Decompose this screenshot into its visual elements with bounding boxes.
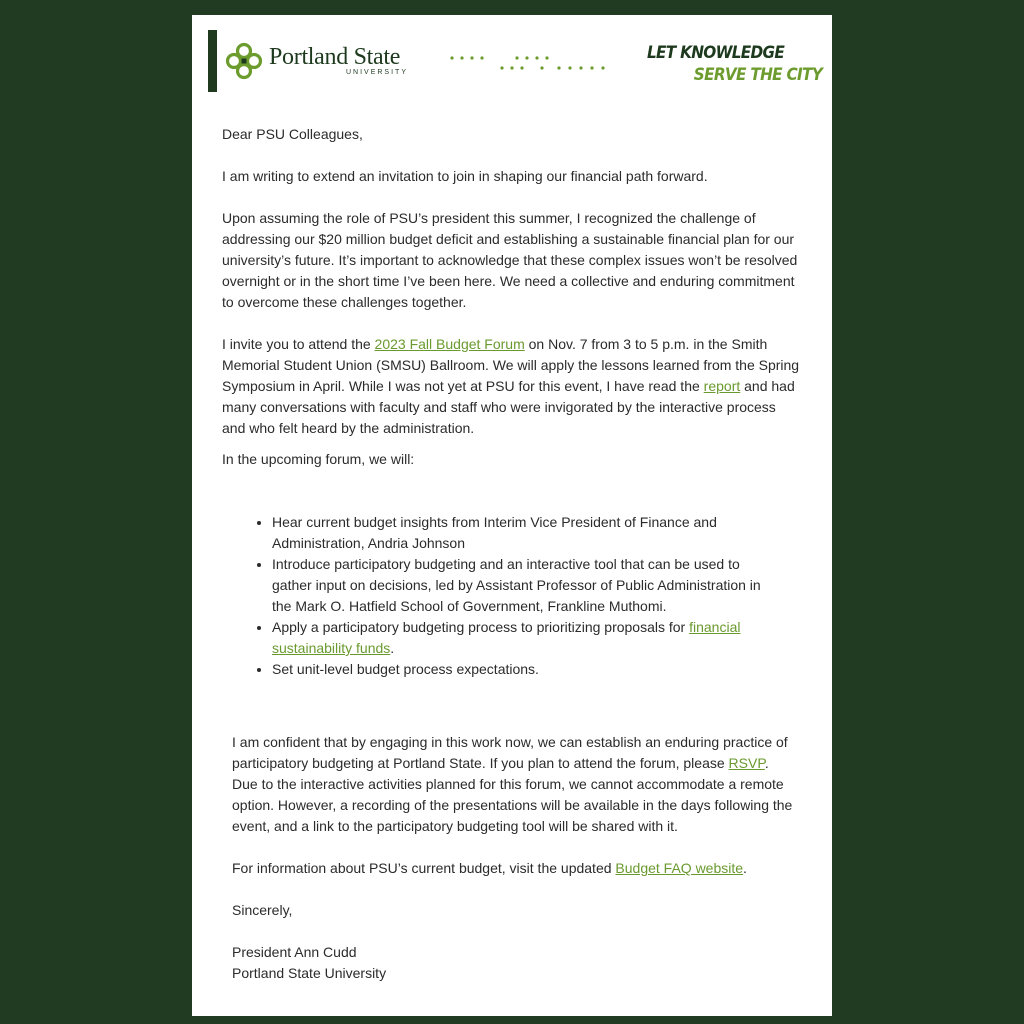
- list-item: • Set unit-level budget process expectations.: [272, 659, 782, 680]
- financial-sustainability-funds-link[interactable]: financial sustainability funds: [272, 619, 741, 656]
- greeting: Dear PSU Colleagues,: [222, 126, 363, 142]
- decorative-dots: [447, 53, 607, 73]
- header-accent-bar: [208, 30, 217, 92]
- signoff: Sincerely,: [232, 902, 293, 918]
- forum-intro: In the upcoming forum, we will:: [222, 451, 415, 467]
- intro-paragraph: I am writing to extend an invitation to join in shaping our financial path forward.: [222, 168, 708, 184]
- fall-budget-forum-link[interactable]: 2023 Fall Budget Forum: [374, 336, 525, 352]
- tagline: [647, 42, 822, 86]
- letter-closing: [222, 732, 797, 984]
- signature-organization: Portland State University: [232, 965, 387, 981]
- budget-faq-link[interactable]: Budget FAQ website: [615, 860, 744, 876]
- psu-logo-mark-icon: [224, 41, 264, 81]
- letter-content: [222, 124, 802, 984]
- signature: [232, 942, 797, 984]
- signature-name: President Ann Cudd: [232, 944, 357, 960]
- tagline-line-2: SERVE THE CITY: [693, 65, 823, 85]
- email-body: [192, 15, 832, 1016]
- rsvp-link[interactable]: RSVP: [728, 755, 765, 771]
- paragraph-budget-faq: For information about PSU’s current budget, visit the updated Budget FAQ website.: [232, 860, 747, 876]
- list-item: • Hear current budget insights from Interim Vice President of Finance and Administration, Andria Johnson: [272, 512, 782, 554]
- paragraph-deficit: Upon assuming the role of PSU’s president this summer, I recognized the challenge of addressing our $20 million budget deficit and establishing a sustainable financial plan for our university’s future. It’s important to acknowledge that these complex issues won’t be resolved overnight or in the short time I’ve been here. We need a collective and enduring commitment to overcome these challenges together.: [222, 210, 798, 310]
- list-item: • Introduce participatory budgeting and an interactive tool that can be used to gather input on decisions, led by Assistant Professor of Public Administration in the Mark O. Hatfield School of Government, Frankline Muthomi.: [272, 554, 782, 617]
- paragraph-rsvp: I am confident that by engaging in this work now, we can establish an enduring practice of participatory budgeting at Portland State. If you plan to attend the forum, please RSVP. Due to the interactive activities planned for this forum, we cannot accommodate a remote option. However, a recording of the presentations will be available in the days following the event, and a link to the participatory budgeting tool will be shared with it.: [232, 734, 793, 834]
- psu-wordmark-sub: UNIVERSITY: [345, 69, 408, 76]
- report-link[interactable]: report: [703, 378, 741, 394]
- forum-agenda-list: [222, 512, 782, 680]
- list-item: • Apply a participatory budgeting process to prioritizing proposals for financial sustainability funds.: [272, 617, 782, 659]
- tagline-line-1: LET KNOWLEDGE: [647, 43, 785, 63]
- psu-wordmark: Portland State: [269, 44, 401, 70]
- paragraph-invitation: I invite you to attend the 2023 Fall Budget Forum on Nov. 7 from 3 to 5 p.m. in the Smith Memorial Student Union (SMSU) Ballroom. We will apply the lessons learned from the Spring Symposium in April. While I was not yet at PSU for this event, I have read the report and had many conversations with faculty and staff who were invigorated by the interactive process and who felt heard by the administration.: [222, 336, 800, 436]
- email-header-banner: [192, 15, 832, 95]
